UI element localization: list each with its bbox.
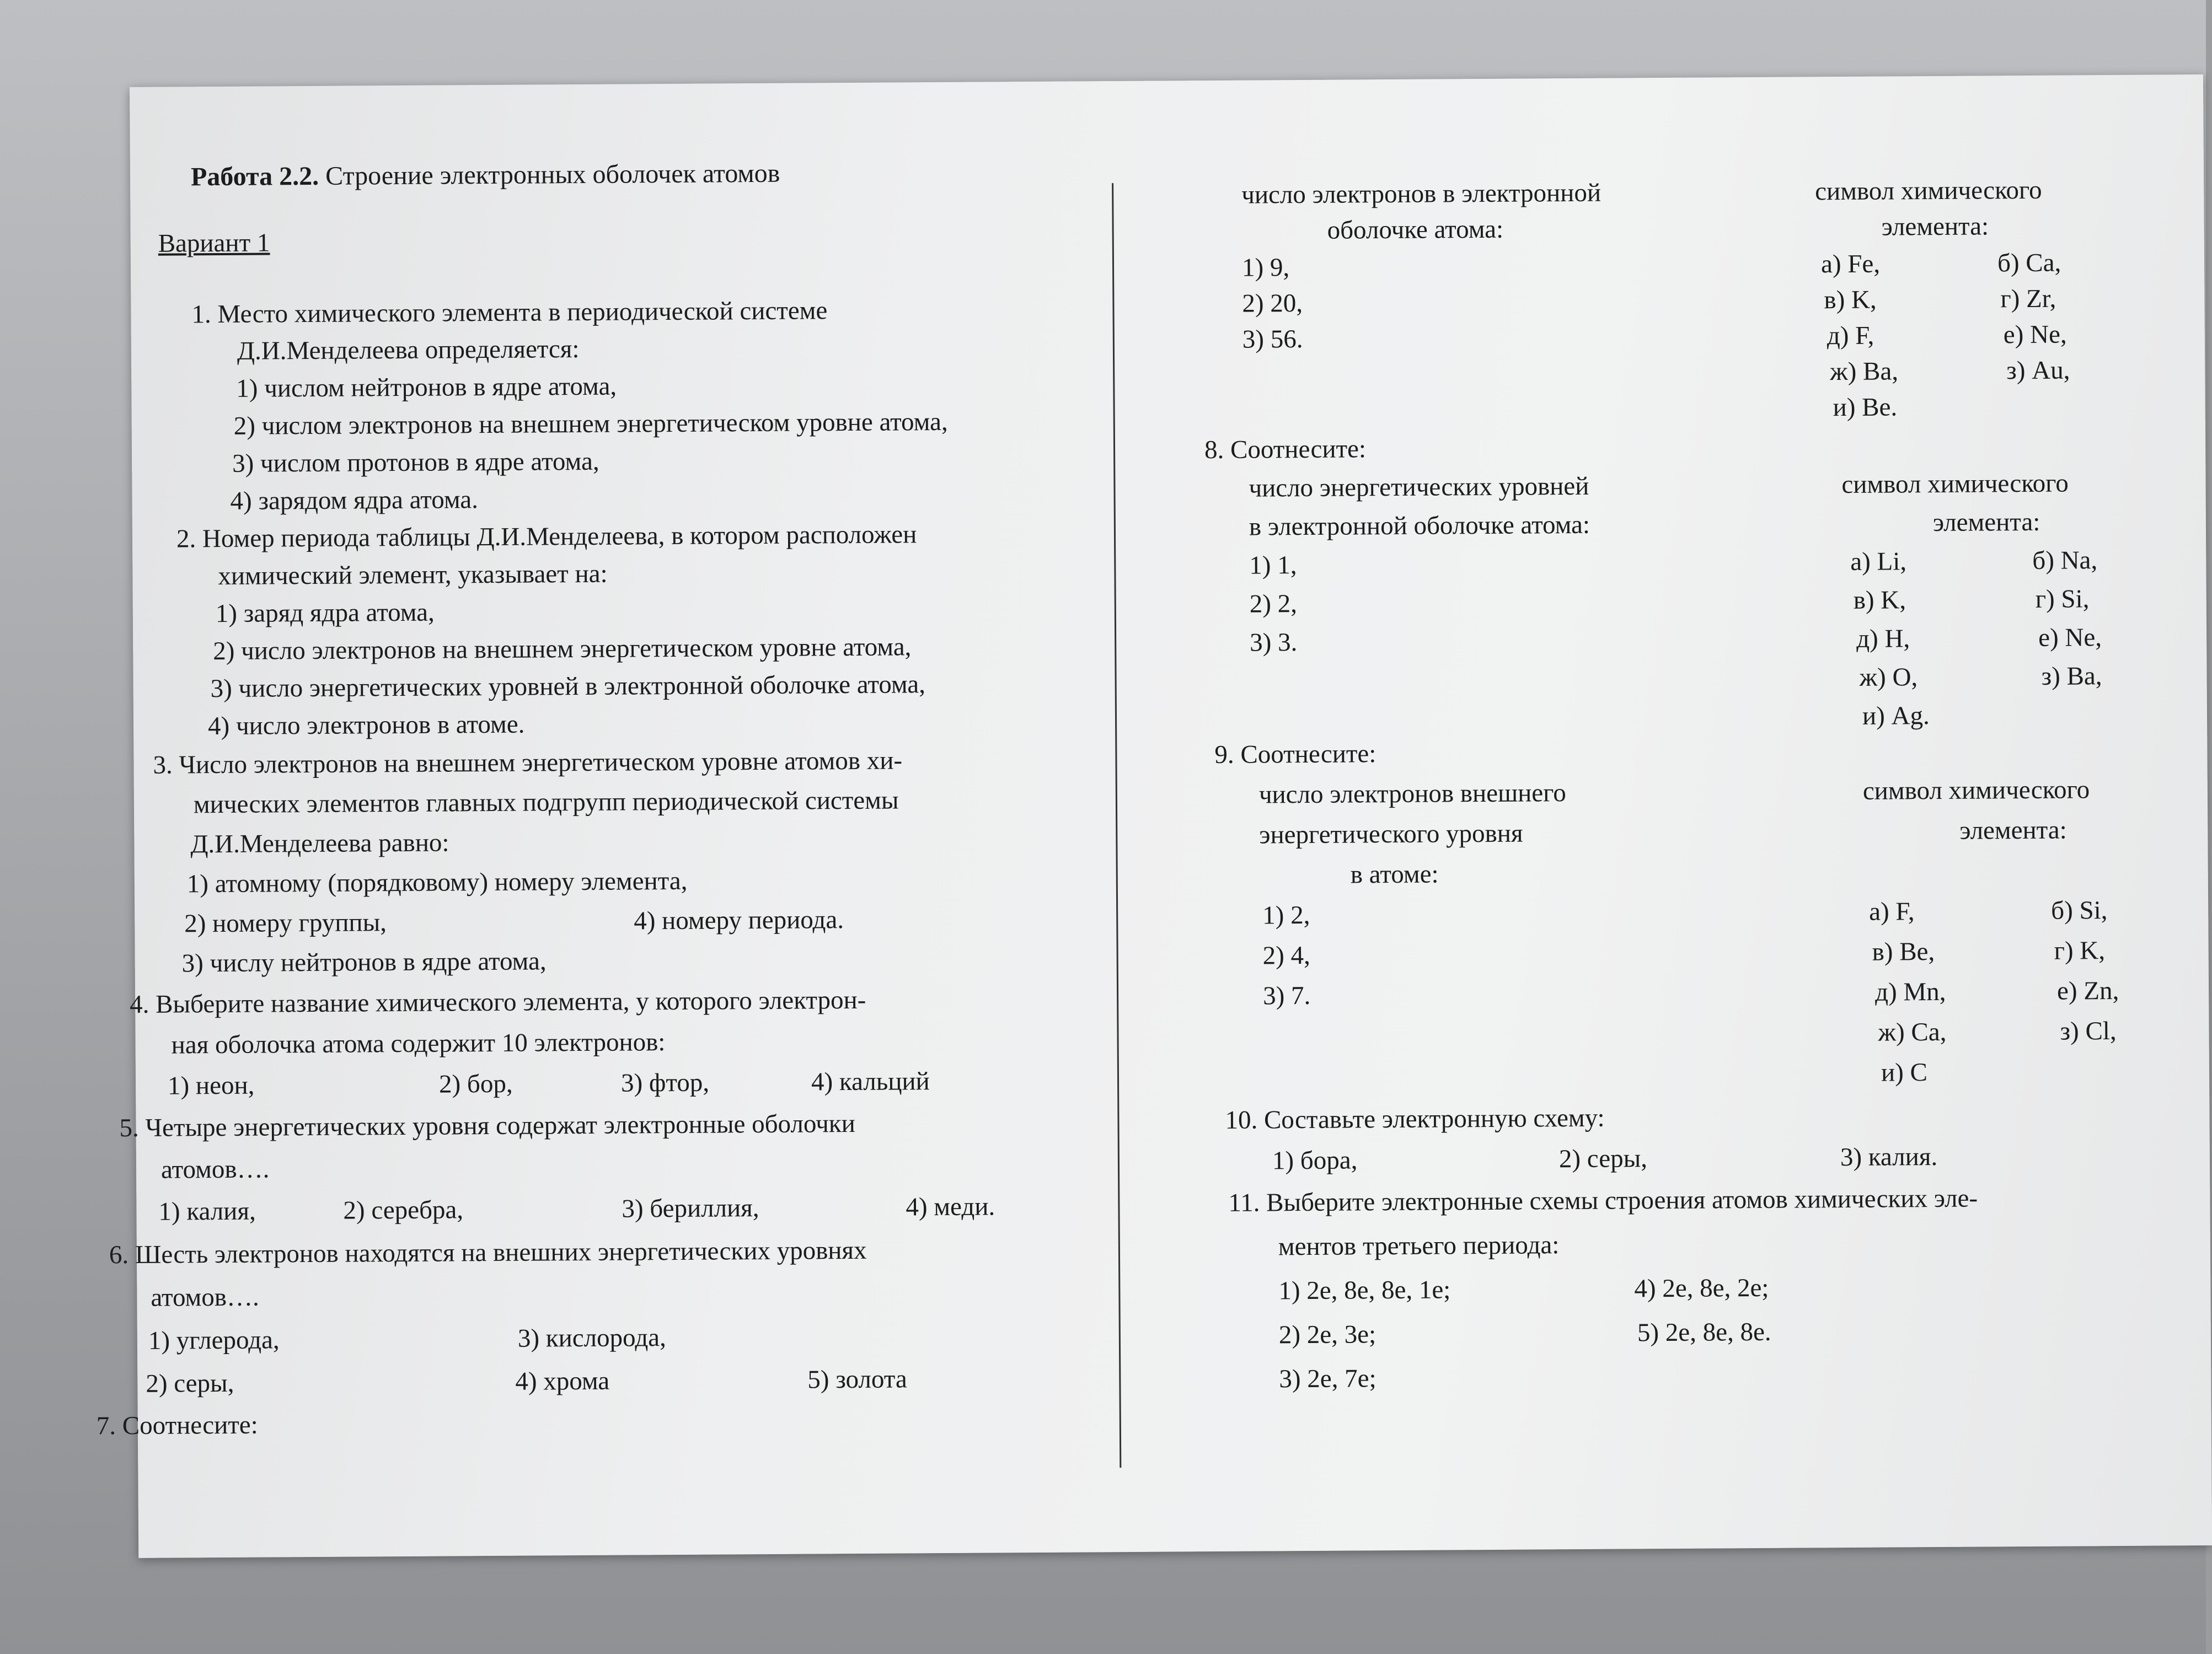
title-text: Строение электронных оболочек атомов [325,158,780,191]
q8-text-line1: 8. Соотнесите: [1204,434,1367,465]
q4-option-1: 1) неон, [167,1071,255,1100]
page-title [191,158,780,193]
q10-option-1: 1) бора, [1272,1146,1358,1175]
q8-symbol-i: и) Ag. [1862,701,1930,731]
q1-text-line2: Д.И.Менделеева определяется: [237,335,580,366]
q4-option-4: 4) кальций [811,1067,930,1097]
q3-option-4: 4) номеру периода. [634,905,844,936]
q6-option-3: 3) кислорода, [517,1323,666,1353]
q8-symbol-z: з) Ba, [2041,662,2102,691]
q8-symbol-d: д) H, [1856,624,1910,653]
q10-option-3: 3) калия. [1840,1142,1938,1172]
q11-option-4: 4) 2е, 8е, 2е; [1634,1273,1769,1303]
q4-option-3: 3) фтор, [620,1068,710,1098]
q9-symbol-zh: ж) Ca, [1878,1017,1947,1047]
q9-right-header-line2: элемента: [1959,815,2067,845]
q9-symbol-b: б) Si, [2051,896,2108,925]
q3-option-1: 1) атомному (порядковому) номеру элемента, [186,866,688,899]
q2-option-1: 1) заряд ядра атома, [215,598,435,629]
q5-text-line1: 5. Четыре энергетических уровня содержат электронные оболочки [119,1109,855,1143]
q8-symbol-zh: ж) O, [1859,663,1918,692]
q9-symbol-g: г) K, [2054,936,2106,965]
q2-option-2: 2) число электронов на внешнем энергетическом уровне атома, [213,632,912,666]
column-divider [1112,183,1121,1468]
q9-text-line1: 9. Соотнесите: [1214,739,1377,770]
q10-text-line1: 10. Составьте электронную схему: [1225,1103,1605,1135]
q2-option-3: 3) число энергетических уровней в электронной оболочке атома, [210,670,926,704]
q9-left-header-line3: в атоме: [1350,860,1439,889]
q7-left-header-line2: оболочке атома: [1327,214,1504,245]
q5-option-1: 1) калия, [158,1196,256,1226]
q11-text-line2: ментов третьего периода: [1278,1231,1560,1261]
q3-option-3: 3) числу нейтронов в ядре атома, [181,947,547,978]
q1-option-3: 3) числом протонов в ядре атома, [232,447,599,478]
q8-symbol-v: в) K, [1853,586,1906,615]
q8-number-3: 3) 3. [1250,628,1298,657]
q8-symbol-a: а) Li, [1850,547,1907,576]
q9-symbol-d: д) Mn, [1874,977,1946,1007]
q3-text-line2: мических элементов главных подгрупп периодической системы [193,786,899,819]
q7-symbol-g: г) Zr, [2000,284,2056,314]
q7-symbol-a: а) Fe, [1820,249,1881,279]
q11-option-5: 5) 2е, 8е, 8е. [1637,1317,1771,1347]
q4-text-line1: 4. Выберите название химического элемента, у которого электрон- [130,985,866,1019]
q9-left-header-line1: число электронов внешнего [1258,778,1566,809]
q7-symbol-i: и) Be. [1833,393,1898,422]
q6-option-2: 2) серы, [146,1368,234,1398]
q5-option-3: 3) бериллия, [622,1194,759,1223]
q9-right-header-line1: символ химического [1862,775,2090,805]
q9-number-3: 3) 7. [1262,981,1311,1011]
q9-symbol-i: и) C [1881,1058,1928,1087]
q1-text-line1: 1. Место химического элемента в периодической системе [191,296,828,329]
q1-option-1: 1) числом нейтронов в ядре атома, [236,372,617,403]
q11-option-2: 2) 2е, 3е; [1278,1320,1377,1350]
q11-option-3: 3) 2е, 7е; [1279,1364,1377,1394]
q7-symbol-zh: ж) Ba, [1830,357,1899,386]
q6-option-4: 4) хрома [515,1366,610,1396]
q9-symbol-a: а) F, [1869,897,1915,926]
q7-right-header-line2: элемента: [1881,212,1989,241]
q8-right-header-line1: символ химического [1841,469,2069,500]
q2-option-4: 4) число электронов в атоме. [207,710,525,741]
q8-symbol-b: б) Na, [2032,546,2098,575]
q8-number-1: 1) 1, [1249,551,1297,580]
q6-text-line1: 6. Шесть электронов находятся на внешних энергетических уровнях [109,1236,867,1270]
q9-symbol-v: в) Be, [1872,937,1935,966]
q11-text-line1: 11. Выберите электронные схемы строения атомов химических эле- [1228,1184,1978,1217]
q11-option-1: 1) 2е, 8е, 8е, 1е; [1278,1275,1451,1306]
q7-symbol-e: е) Ne, [2003,320,2067,350]
q3-option-2: 2) номеру группы, [184,908,387,938]
q7-left-header-line1: число электронов в электронной [1241,178,1602,210]
q3-text-line1: 3. Число электронов на внешнем энергетическом уровне атомов хи- [153,746,903,780]
q1-option-4: 4) зарядом ядра атома. [230,485,479,515]
q9-symbol-e: е) Zn, [2056,976,2119,1006]
q5-text-line2: атомов…. [160,1154,270,1184]
q2-text-line2: химический элемент, указывает на: [218,559,608,591]
q8-symbol-e: е) Ne, [2038,623,2102,652]
variant-label: Вариант 1 [158,228,270,258]
q7-symbol-d: д) F, [1827,321,1874,351]
q5-option-2: 2) серебра, [343,1195,464,1225]
q8-left-header-line1: число энергетических уровней [1249,471,1589,503]
q7-symbol-z: з) Au, [2006,356,2070,385]
q6-text-line2: атомов…. [151,1282,259,1312]
q2-text-line1: 2. Номер периода таблицы Д.И.Менделеева, в котором расположен [176,520,917,554]
q8-left-header-line2: в электронной оболочке атома: [1249,510,1590,541]
title-bold: Работа 2.2. [190,161,319,192]
q9-left-header-line2: энергетического уровня [1259,819,1523,850]
q7-text-line1: 7. Соотнесите: [96,1410,258,1441]
q7-number-2: 2) 20, [1242,289,1303,318]
q1-option-2: 2) числом электронов на внешнем энергетическом уровне атома, [233,407,948,441]
q8-symbol-g: г) Si, [2035,584,2090,614]
q5-option-4: 4) меди. [906,1192,995,1222]
q3-text-line3: Д.И.Менделеева равно: [190,828,449,859]
q4-option-2: 2) бор, [438,1069,513,1099]
q10-option-2: 2) серы, [1558,1144,1648,1174]
q9-symbol-z: з) Cl, [2060,1017,2117,1046]
worksheet-paper [96,74,2212,1558]
q8-right-header-line2: элемента: [1932,507,2040,538]
q7-number-3: 3) 56. [1242,325,1303,354]
q7-symbol-b: б) Ca, [1997,248,2061,278]
q6-option-1: 1) углерода, [148,1325,280,1355]
q7-right-header-line1: символ химического [1815,175,2042,206]
q8-number-2: 2) 2, [1249,589,1298,619]
q7-number-1: 1) 9, [1241,253,1290,282]
q4-text-line2: ная оболочка атома содержит 10 электронов: [171,1028,666,1060]
q7-symbol-v: в) K, [1824,285,1877,315]
q9-number-2: 2) 4, [1262,941,1310,970]
q9-number-1: 1) 2, [1262,900,1310,930]
q6-option-5: 5) золота [807,1365,907,1394]
